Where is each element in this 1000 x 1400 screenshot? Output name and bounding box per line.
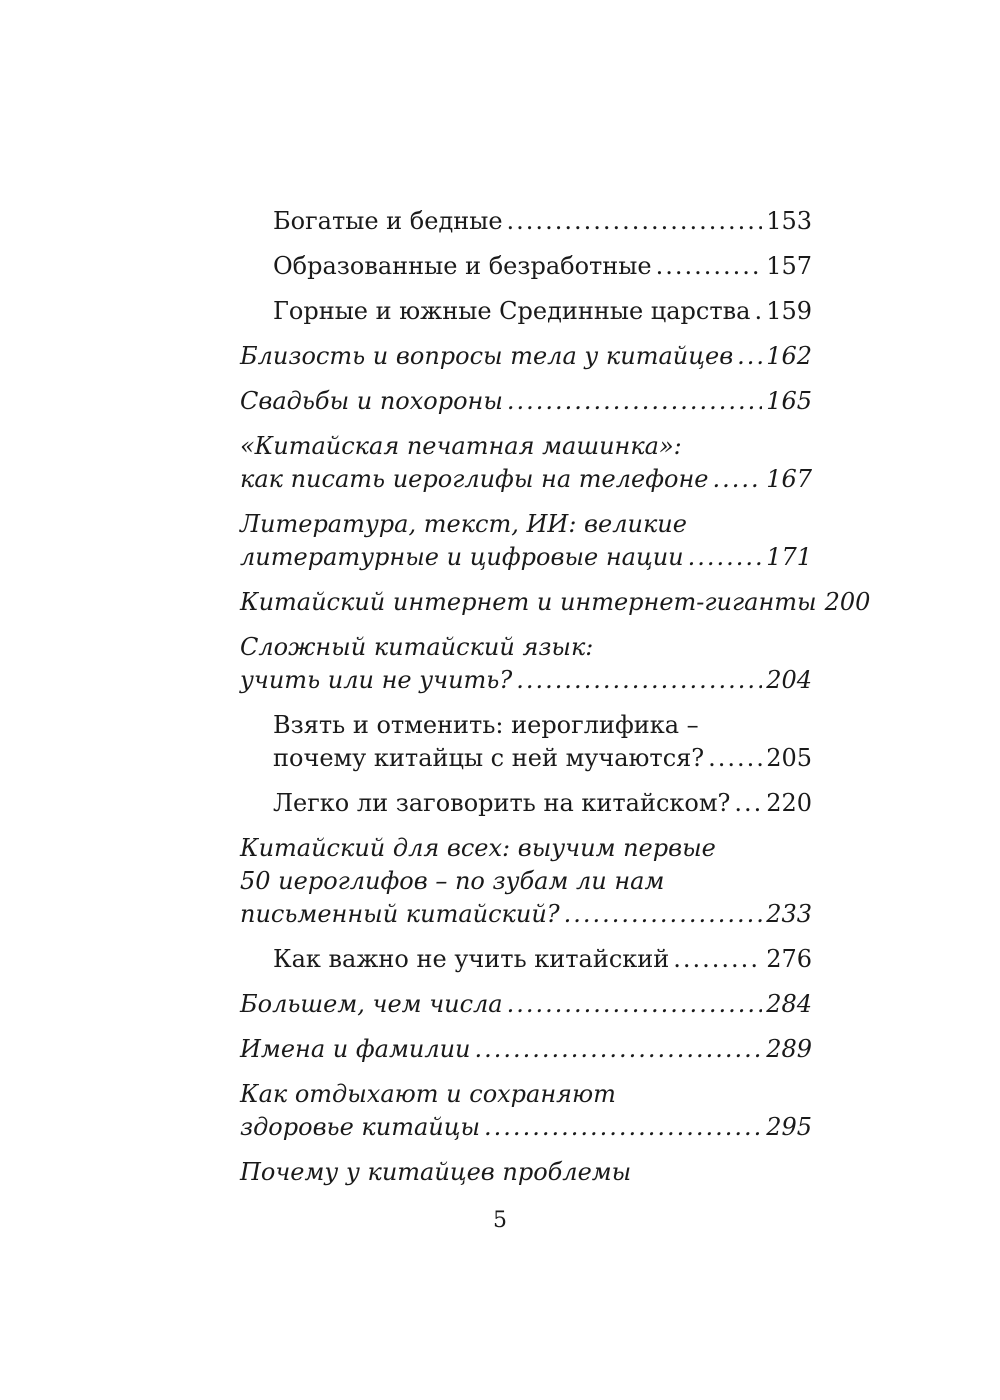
toc-entry-title: письменный китайский? <box>240 900 560 928</box>
toc-entry-page: 205 <box>766 744 812 772</box>
toc-entry-title: Как важно не учить китайский <box>273 945 670 973</box>
toc-entry-last-line <box>273 787 812 820</box>
toc-entry-page: 220 <box>766 789 812 817</box>
toc-entry <box>240 1078 812 1144</box>
toc-entry-last-line <box>273 742 812 775</box>
toc-entry <box>240 988 812 1021</box>
toc-entry-title-line: Сложный китайский язык: <box>240 633 594 661</box>
toc-entry <box>240 631 812 697</box>
toc-entry-last-line <box>273 250 812 283</box>
toc-entry <box>240 787 812 820</box>
toc-entry-title-line: Китайский для всех: выучим первые <box>240 834 716 862</box>
toc-entry-title: учить или не учить? <box>240 666 513 694</box>
dot-leader <box>475 1033 763 1066</box>
dot-leader <box>656 250 763 283</box>
toc-entry <box>240 295 812 328</box>
table-of-contents <box>240 205 871 1201</box>
toc-entry <box>240 709 812 775</box>
toc-entry-last-line <box>240 586 871 619</box>
toc-entry-title-line: Взять и отменить: иероглифика – <box>273 711 699 739</box>
toc-entry-last-line <box>273 943 812 976</box>
toc-entry-title: Образованные и безработные <box>273 252 652 280</box>
toc-entry <box>240 205 812 238</box>
toc-entry-page: 159 <box>766 297 812 325</box>
toc-entry-title: Богатые и бедные <box>273 207 503 235</box>
toc-entry-last-line <box>240 988 812 1021</box>
toc-entry-title-line: Почему у китайцев проблемы <box>240 1158 632 1186</box>
toc-entry-last-line <box>273 205 812 238</box>
toc-entry-last-line <box>240 898 812 931</box>
toc-entry-last-line <box>240 541 812 574</box>
toc-entry-title: Легко ли заговорить на китайском? <box>273 789 731 817</box>
toc-entry-last-line <box>240 385 812 418</box>
toc-entry-last-line <box>273 295 812 328</box>
toc-entry <box>240 832 812 931</box>
dot-leader <box>507 385 762 418</box>
toc-entry-title: здоровье китайцы <box>240 1113 481 1141</box>
toc-entry <box>240 586 871 619</box>
toc-entry-page: 204 <box>766 666 812 694</box>
toc-entry-title: Близость и вопросы тела у китайцев <box>240 342 734 370</box>
toc-entry-title: Китайский интернет и интернет-гиганты <box>240 588 817 616</box>
toc-entry-page: 165 <box>766 387 812 415</box>
toc-entry-last-line <box>240 664 812 697</box>
toc-entry-page: 233 <box>766 900 812 928</box>
toc-entry-title-line: Литература, текст, ИИ: великие <box>240 510 687 538</box>
toc-entry <box>240 250 812 283</box>
toc-entry-page: 289 <box>766 1035 812 1063</box>
toc-entry-last-line <box>240 1111 812 1144</box>
dot-leader <box>734 787 762 820</box>
dot-leader <box>516 664 762 697</box>
toc-entry-page: 157 <box>766 252 812 280</box>
toc-entry-page: 276 <box>766 945 812 973</box>
dot-leader <box>484 1111 762 1144</box>
toc-entry-page: 295 <box>766 1113 812 1141</box>
toc-entry-page: 200 <box>824 588 871 616</box>
toc-entry <box>240 943 812 976</box>
toc-entry <box>240 1156 812 1189</box>
toc-entry <box>240 430 812 496</box>
toc-entry-title: литературные и цифровые нации <box>240 543 684 571</box>
dot-leader <box>673 943 762 976</box>
toc-entry-title: Свадьбы и похороны <box>240 387 503 415</box>
toc-entry-title: Горные и южные Срединные царства <box>273 297 751 325</box>
toc-entry <box>240 508 812 574</box>
dot-leader <box>712 463 762 496</box>
toc-entry-title: Имена и фамилии <box>240 1035 471 1063</box>
toc-entry-page: 153 <box>766 207 812 235</box>
toc-entry-title: почему китайцы с ней мучаются? <box>273 744 705 772</box>
toc-entry-page: 171 <box>766 543 812 571</box>
toc-entry-last-line <box>240 340 812 373</box>
toc-entry-page: 162 <box>766 342 812 370</box>
toc-entry-title-line: «Китайская печатная машинка»: <box>240 432 682 460</box>
dot-leader <box>564 898 763 931</box>
toc-entry-title-line: Как отдыхают и сохраняют <box>240 1080 616 1108</box>
toc-entry-page: 167 <box>766 465 812 493</box>
toc-entry <box>240 1033 812 1066</box>
dot-leader <box>737 340 762 373</box>
dot-leader <box>507 205 763 238</box>
toc-entry-title: Большем, чем числа <box>240 990 503 1018</box>
toc-entry-page: 284 <box>766 990 812 1018</box>
toc-entry-last-line <box>240 1033 812 1066</box>
toc-entry <box>240 340 812 373</box>
dot-leader <box>507 988 763 1021</box>
toc-entry-title-line: 50 иероглифов – по зубам ли нам <box>240 867 665 895</box>
dot-leader <box>754 295 762 328</box>
toc-entry <box>240 385 812 418</box>
toc-entry-title: как писать иероглифы на телефоне <box>240 465 709 493</box>
page-number: 5 <box>493 1208 507 1233</box>
toc-entry-last-line <box>240 463 812 496</box>
dot-leader <box>688 541 763 574</box>
dot-leader <box>708 742 762 775</box>
